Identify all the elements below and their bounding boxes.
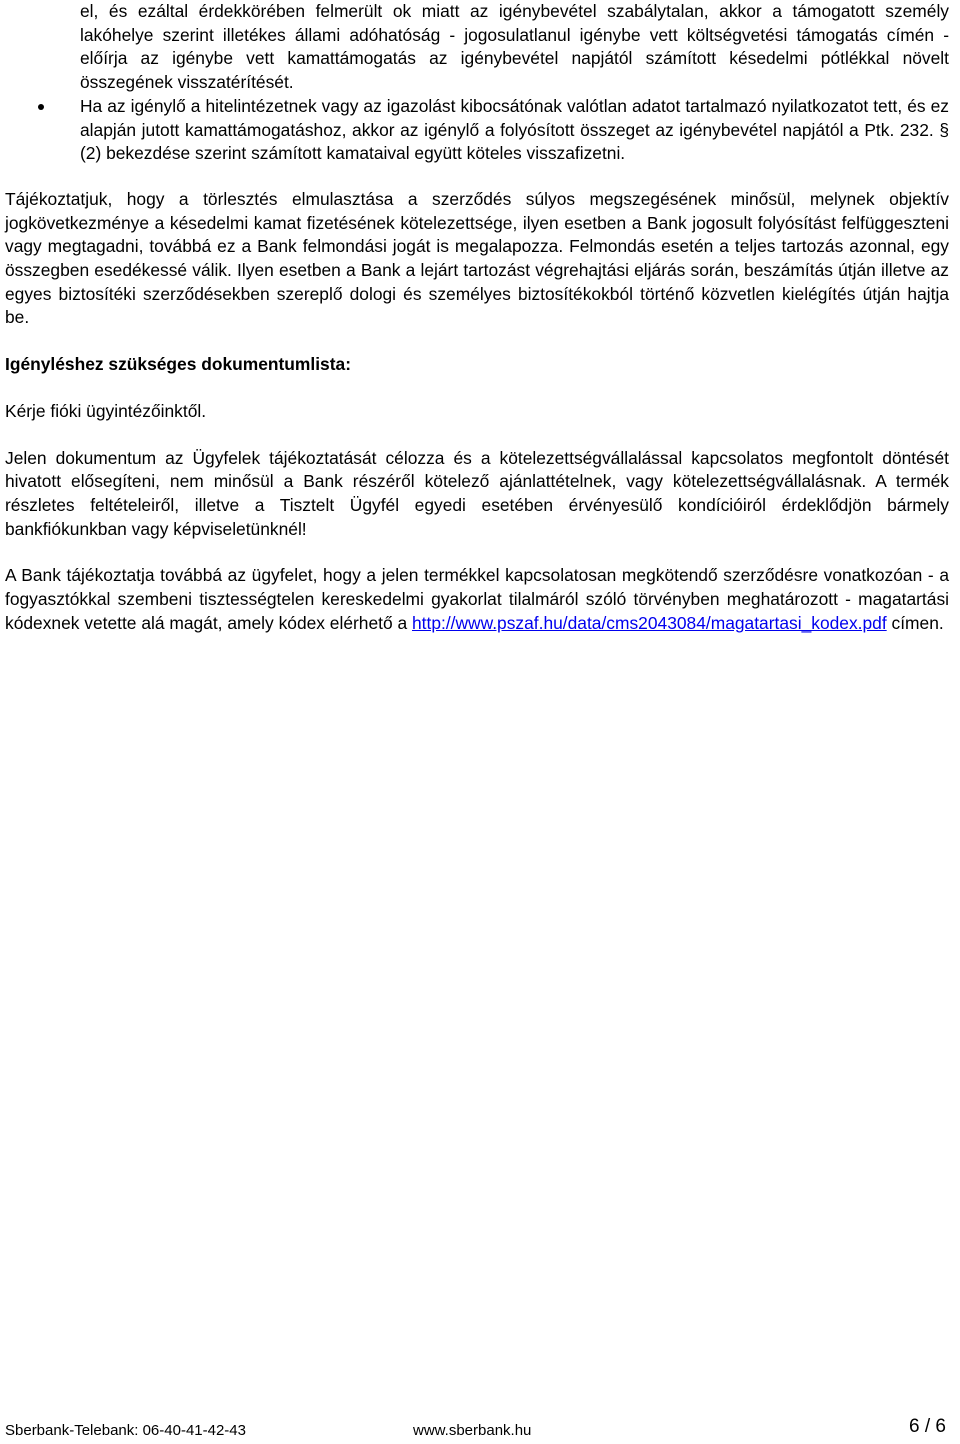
notice-paragraph: Tájékoztatjuk, hogy a törlesztés elmulasztása a szerződés súlyos megszegésének minősül, melynek objektív jogkövetkezménye a késedelmi kamat fizetésének kötelezettsége, ilyen esetben a Bank jogosult folyósítást felfüggeszteni vagy megtagadni, továbbá ez a Bank felmondási jogát is megalapozza. Felmondás esetén a teljes tartozás azonnal, egy összegben esedékessé válik. Ilyen esetben a Bank a lejárt tartozást végrehajtási eljárás során, beszámítás útján illetve az egyes biztosítéki szerződésekben szereplő dologi és személyes biztosítékokból történő közvetlen kielégítés útján hajtja be. [5, 188, 949, 328]
code-intro-text: A Bank tájékoztatja továbbá az ügyfelet, hogy a jelen termékkel kapcsolatosan megkötendő szerződésre vonatkozóan - a fogyasztókkal szembeni tisztességtelen kereskedelmi gyakorlat tilalmáról szóló törvényben meghatározott - magatartási kódexnek vetette alá magát, amely kódex elérhető a [5, 565, 949, 633]
footer-telebank: Sberbank-Telebank: 06-40-41-42-43 [5, 1422, 246, 1439]
continuation-paragraph: el, és ezáltal érdekkörében felmerült ok miatt az igénybevétel szabálytalan, akkor a támogatott személy lakóhelye szerint illetékes állami adóhatóság - jogosulatlanul igénybe vett költségvetési támogatás címén - előírja az igénybe vett kamattámogatás az igénybevétel napjától számított késedelmi pótlékkal növelt összegének visszatérítését. [80, 1, 949, 93]
footer-website: www.sberbank.hu [413, 1422, 532, 1439]
disclaimer-paragraph: Jelen dokumentum az Ügyfelek tájékoztatását célozza és a kötelezettségvállalással kapcsolatos megfontolt döntését hivatott elősegíteni, nem minősül a Bank részéről kötelező ajánlattételnek, vagy kötelezettségvállalásnak. A termék részletes feltételeiről, illetve a Tisztelt Ügyfél egyedi esetében érvényesülő kondícióiról érdeklődjön bármely bankfiókunkban vagy képviseletünknél! [5, 447, 949, 539]
bullet-dot-icon [38, 104, 44, 110]
code-of-conduct-link[interactable]: http://www.pszaf.hu/data/cms2043084/magatartasi_kodex.pdf [412, 612, 887, 633]
bullet-item [5, 95, 949, 166]
document-page [5, 0, 949, 635]
ask-paragraph: Kérje fióki ügyintézőinktől. [5, 400, 207, 421]
documents-heading: Igényléshez szükséges dokumentumlista: [5, 354, 351, 375]
footer-page-number: 6 / 6 [909, 1416, 946, 1437]
page-footer [5, 1418, 949, 1444]
bullet-text: Ha az igénylő a hitelintézetnek vagy az igazolást kibocsátónak valótlan adatot tartalmazó nyilatkozatot tett, és ez alapján jutott kamattámogatáshoz, akkor az igénylő a folyósított összeget az igénybevétel napjától a Ptk. 232. § (2) bekezdése szerint számított kamataival együtt köteles visszafizetni. [80, 95, 949, 164]
code-of-conduct-paragraph [5, 564, 949, 635]
code-outro-text: címen. [886, 612, 944, 633]
